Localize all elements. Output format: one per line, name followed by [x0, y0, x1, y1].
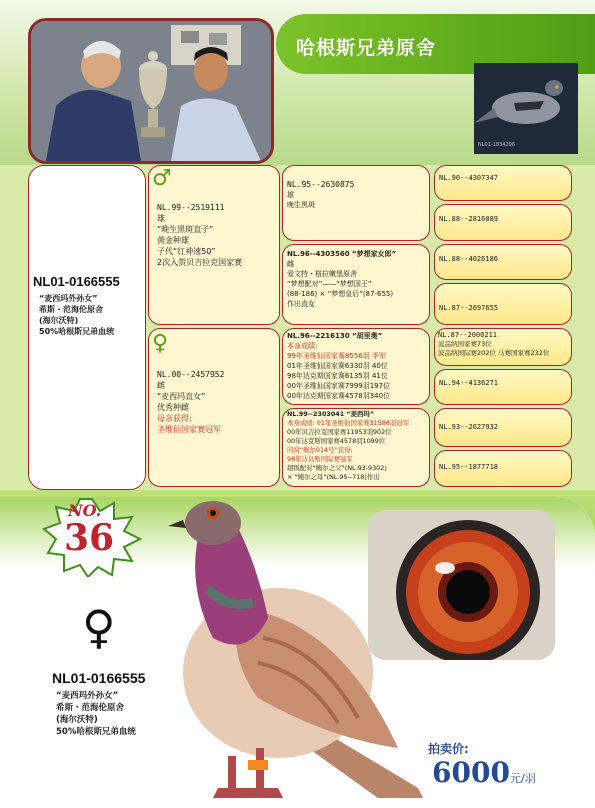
- g3-ring: NL.95--1877718: [439, 463, 499, 471]
- trophy-photo: [28, 18, 274, 164]
- price-unit: 元/羽: [510, 772, 536, 785]
- ds-ring: NL.96--2216130 “胡里奥”: [287, 332, 383, 340]
- dd-ring: NL.99--2303041 “麦西玛”: [287, 410, 374, 418]
- dam-achievement: 母亲获得:: [157, 414, 192, 423]
- dd-line: 超级配对“鲍尔之父”(NL.93-9302): [287, 464, 387, 472]
- male-symbol-icon: ♂: [152, 166, 172, 191]
- dam-dam-card: [282, 408, 430, 487]
- sire-line: 2次入贺贝吉拉克国家赛: [157, 258, 243, 267]
- dd-line: 00年贝吉拉克国家赛11953羽902位: [287, 428, 392, 436]
- eye-illustration: [368, 510, 555, 660]
- sd-line: 爱文特・格拉嫩堡原舍: [287, 270, 357, 278]
- dam-achievement: 圣维仙国家赛冠军: [157, 425, 221, 434]
- bird-line: 50%哈根斯兄弟血统: [39, 327, 115, 336]
- g3-card: [434, 204, 572, 241]
- bird-line: (海尔沃特): [39, 316, 79, 325]
- bottom-bird-line: 希斯・范海伦原舍: [56, 703, 125, 713]
- g3-card: [434, 369, 572, 405]
- female-symbol-icon: ♀: [82, 600, 116, 654]
- g3-card: [434, 328, 572, 366]
- g3-card: [434, 408, 572, 447]
- badge-prefix: NO.: [68, 501, 102, 520]
- g3-card: [434, 450, 572, 487]
- dam-line: 优秀种雌: [157, 403, 189, 412]
- female-symbol-icon: ♀: [152, 331, 169, 356]
- g3-line: 波品纳国家赛73位: [438, 340, 492, 348]
- sire-line: 雄: [157, 214, 165, 223]
- dd-sibling-note: 98年达贝斯国际赛冠军: [287, 455, 353, 463]
- g3-line: 波品纳国际赛202位 马赛国家赛232位: [438, 349, 550, 357]
- ds-line: 00年圣维仙国家赛7999羽197位: [287, 382, 391, 390]
- pigeon-thumbnail-illustration: [474, 63, 578, 154]
- sire-card: [148, 165, 280, 325]
- sd-ring: NL.96--4303560 “梦想家女郎”: [287, 250, 397, 258]
- ds-line: 01年圣维仙国家赛6330羽 40位: [287, 362, 388, 370]
- ds-line: 98年达克斯国家赛6135羽 41位: [287, 372, 388, 380]
- sd-line: 作出直女: [287, 300, 315, 308]
- bird-line: 希斯・范海伦原舍: [39, 305, 103, 314]
- ss-line: 雄: [287, 191, 294, 199]
- dam-card: [148, 328, 280, 487]
- trophy-photo-illustration: [31, 21, 271, 161]
- bottom-ring-number: NL01-0166555: [52, 670, 146, 686]
- bird-ring-number: NL01-0166555: [33, 274, 120, 289]
- g3-card: [434, 283, 572, 325]
- sire-dam-card: [282, 244, 430, 325]
- g3-ring: NL.88--4026186: [439, 255, 499, 263]
- sire-line: 子代“红神速50”: [157, 247, 216, 256]
- dam-line: 雌: [157, 381, 165, 390]
- lot-number-badge: [42, 497, 142, 577]
- g3-ring: NL.87--2697655: [439, 304, 499, 312]
- eye-photo: [368, 510, 555, 660]
- sd-line: “梦想配对”——“梦想国王”: [287, 280, 372, 288]
- sd-line: 雌: [287, 260, 294, 268]
- g3-card: [434, 244, 572, 280]
- bottom-bird-line: “麦西玛外孙女”: [56, 691, 119, 701]
- ss-line: 晚生黑斑: [287, 201, 315, 209]
- ds-line: 00年达克斯国家赛4578羽340位: [287, 392, 391, 400]
- g3-ring: NL.87--2000211: [438, 331, 498, 339]
- bird-line: “麦西玛外孙女”: [39, 294, 98, 303]
- g3-ring: NL.93--2627932: [439, 423, 499, 431]
- dd-achievement: 本身成绩: 01年圣维仙国家赛31586羽冠军: [287, 419, 410, 427]
- dd-line: × “鲍尔之母”(NL.95--718)作出: [287, 473, 380, 481]
- sire-ring: NL.99--2519111: [157, 203, 225, 212]
- g3-ring: NL.94--4136271: [439, 379, 499, 387]
- bird-info-card: [28, 165, 146, 490]
- dam-ring: NL.00--2457952: [157, 370, 225, 379]
- bottom-bird-line: 50%哈根斯兄弟血统: [56, 727, 136, 737]
- pigeon-thumbnail: [474, 63, 578, 154]
- loft-title: 哈根斯兄弟原舍: [296, 37, 437, 59]
- price-value: 6000: [432, 756, 510, 789]
- sd-line: (88-186) × “梦想皇后”(87-655): [287, 290, 394, 298]
- g3-card: [434, 165, 572, 201]
- sire-line: “晚生黑斑直子”: [157, 225, 214, 234]
- price-label: 拍卖价:: [428, 742, 469, 756]
- g3-ring: NL.88--2816089: [439, 215, 499, 223]
- ss-ring: NL.95--2630875: [287, 180, 355, 189]
- dam-sire-card: [282, 328, 430, 405]
- sire-sire-card: [282, 165, 430, 241]
- sire-line: 黄金种雄: [157, 236, 189, 245]
- badge-number: 36: [64, 517, 115, 559]
- bottom-bird-line: (海尔沃特): [56, 715, 98, 725]
- dd-sibling-note: 同窝“鲍尔014号”获得:: [287, 446, 353, 454]
- g3-ring: NL.90--4307347: [439, 174, 499, 182]
- ds-achievement: 本身成绩:: [287, 342, 318, 350]
- dam-line: “麦西玛直女”: [157, 392, 206, 401]
- ds-achievement: 99年圣维仙国家赛8556羽 季军: [287, 352, 386, 360]
- thumbnail-caption: NL01-1834296: [478, 142, 515, 148]
- dd-line: 00年达克斯国家赛4578羽1099位: [287, 437, 386, 445]
